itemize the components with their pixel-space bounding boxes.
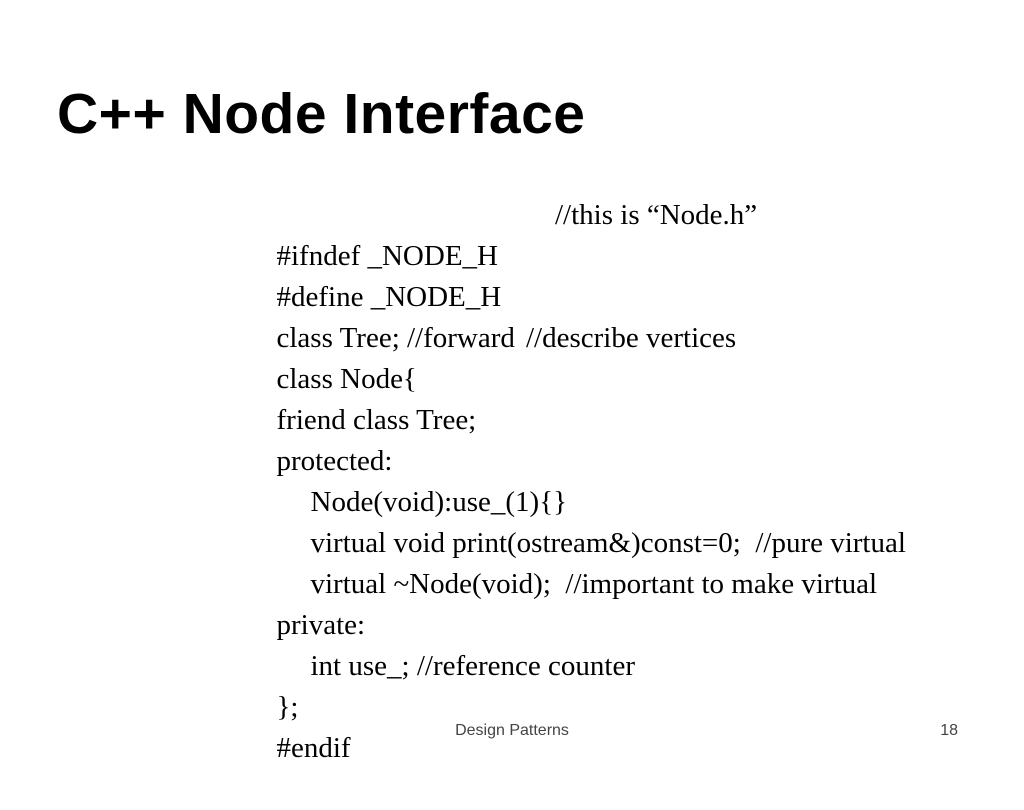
code-text: virtual ~Node(void); //important to make virtual — [310, 568, 878, 600]
code-text: }; — [276, 691, 299, 723]
code-text: int use_; //reference counter — [310, 650, 635, 682]
code-line-11 — [233, 605, 906, 682]
code-text: friend class Tree; — [276, 404, 477, 436]
code-line-12 — [233, 646, 906, 723]
code-text: Node(void):use_(1){} — [310, 486, 568, 518]
code-text: protected: — [276, 445, 393, 477]
code-text: private: — [276, 609, 366, 641]
code-line-9 — [233, 523, 906, 600]
code-text: #ifndef _NODE_H — [276, 240, 498, 272]
code-text: class Tree; //forward — [276, 322, 515, 354]
code-text: class Node{ — [276, 363, 417, 395]
code-comment: //this is “Node.h” — [555, 199, 758, 231]
code-line-7 — [233, 441, 906, 518]
code-line-6 — [233, 400, 906, 477]
code-line-8 — [233, 482, 906, 559]
code-text: virtual void print(ostream&)const=0; //pure virtual — [310, 527, 906, 559]
code-line-5 — [233, 359, 906, 436]
slide-title: C++ Node Interface — [57, 82, 586, 146]
page-number: 18 — [940, 722, 958, 739]
code-text: #define _NODE_H — [276, 281, 502, 313]
code-text: #endif — [276, 732, 351, 764]
footer-title: Design Patterns — [455, 722, 569, 739]
code-line-2 — [233, 236, 906, 313]
code-line-10 — [233, 564, 906, 641]
code-comment: //describe vertices — [526, 322, 737, 354]
code-line-1 — [233, 195, 906, 272]
code-line-4 — [233, 318, 906, 395]
